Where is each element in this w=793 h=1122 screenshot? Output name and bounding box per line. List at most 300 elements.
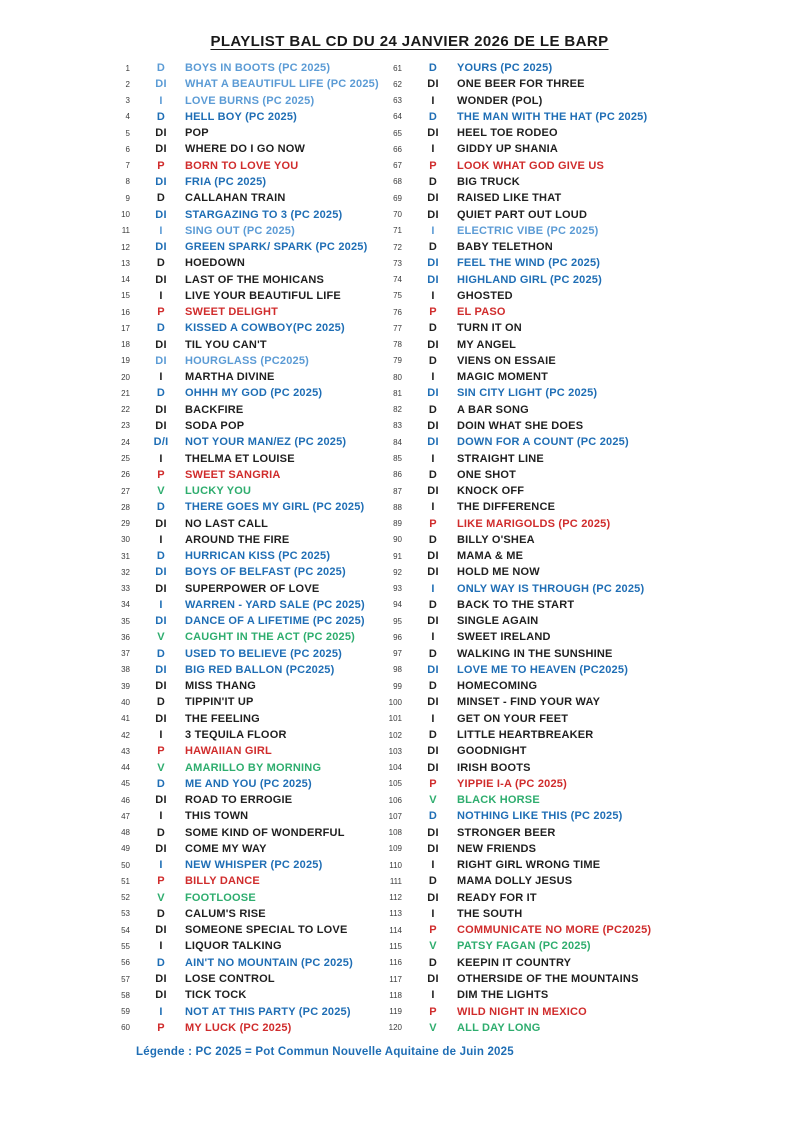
- song-title: NOT YOUR MAN/EZ (PC 2025): [185, 436, 347, 449]
- song-number: 92: [393, 567, 402, 577]
- dance-code: DI: [427, 78, 439, 91]
- song-title: BORN TO LOVE YOU: [185, 159, 299, 172]
- song-number: 78: [393, 340, 402, 350]
- dance-code: I: [431, 452, 435, 465]
- dance-code: I: [431, 371, 435, 384]
- song-number: 57: [121, 974, 130, 984]
- song-number: 106: [388, 795, 402, 805]
- list-item: [372, 467, 712, 483]
- song-title: DIM THE LIGHTS: [457, 989, 549, 1002]
- dance-code: DI: [155, 127, 167, 140]
- list-item: [372, 255, 712, 271]
- song-number: 7: [125, 161, 130, 171]
- list-item: [100, 564, 392, 580]
- list-item: [372, 987, 712, 1003]
- list-item: [372, 1020, 712, 1036]
- song-number: 19: [121, 356, 130, 366]
- song-number: 118: [389, 990, 402, 1000]
- song-title: HOEDOWN: [185, 257, 246, 270]
- list-item: [372, 369, 712, 385]
- song-number: 27: [121, 486, 130, 496]
- song-title: SINGLE AGAIN: [457, 615, 539, 628]
- list-item: [372, 304, 712, 320]
- dance-code: DI: [155, 419, 167, 432]
- dance-code: I: [431, 859, 435, 872]
- song-title: CALLAHAN TRAIN: [185, 192, 286, 205]
- dance-code: DI: [155, 663, 167, 676]
- song-title: FEEL THE WIND (PC 2025): [457, 257, 601, 270]
- dance-code: D: [428, 810, 438, 823]
- list-item: [100, 483, 392, 499]
- song-number: 81: [393, 388, 402, 398]
- dance-code: D: [428, 468, 438, 481]
- list-item: [372, 125, 712, 141]
- song-title: ALL DAY LONG: [457, 1021, 541, 1034]
- song-number: 24: [121, 437, 130, 447]
- song-title: THIS TOWN: [185, 810, 249, 823]
- song-title: NEW WHISPER (PC 2025): [185, 859, 323, 872]
- list-item: [100, 320, 392, 336]
- list-item: [372, 548, 712, 564]
- list-item: [100, 890, 392, 906]
- dance-code: DI: [427, 550, 439, 563]
- song-title: LUCKY YOU: [185, 485, 252, 498]
- list-item: [100, 125, 392, 141]
- dance-code: I: [431, 94, 435, 107]
- list-item: [372, 174, 712, 190]
- list-item: [100, 873, 392, 889]
- song-number: 11: [121, 226, 130, 236]
- song-number: 102: [388, 730, 402, 740]
- dance-code: D: [428, 647, 438, 660]
- list-item: [100, 418, 392, 434]
- dance-code: I: [159, 452, 163, 465]
- list-item: [372, 320, 712, 336]
- song-title: BOYS OF BELFAST (PC 2025): [185, 566, 346, 579]
- list-item: [100, 597, 392, 613]
- song-number: 6: [125, 144, 130, 154]
- song-title: SOMEONE SPECIAL TO LOVE: [185, 924, 348, 937]
- song-number: 113: [389, 909, 402, 919]
- song-title: WONDER (POL): [457, 94, 543, 107]
- song-number: 25: [121, 454, 130, 463]
- list-item: [100, 76, 392, 92]
- song-number: 17: [121, 323, 130, 333]
- list-item: [372, 890, 712, 906]
- song-title: LOVE ME TO HEAVEN (PC2025): [457, 663, 629, 676]
- dance-code: I: [159, 371, 163, 384]
- dance-code: I: [159, 289, 163, 302]
- list-item: [372, 402, 712, 418]
- song-title: HAWAIIAN GIRL: [185, 745, 272, 758]
- dance-code: D: [156, 110, 166, 123]
- song-number: 88: [393, 502, 402, 512]
- list-item: [100, 271, 392, 287]
- dance-code: DI: [427, 387, 439, 400]
- song-number: 10: [121, 210, 130, 220]
- dance-code: P: [157, 1021, 165, 1034]
- song-number: 83: [393, 421, 402, 431]
- song-title: MAGIC MOMENT: [457, 371, 549, 384]
- song-number: 12: [121, 242, 130, 252]
- song-title: KEEPIN IT COUNTRY: [457, 956, 572, 969]
- song-number: 77: [393, 323, 402, 333]
- dance-code: DI: [427, 696, 439, 709]
- song-number: 28: [121, 502, 130, 512]
- song-title: HOURGLASS (PC2025): [185, 354, 310, 367]
- song-title: CALUM'S RISE: [185, 907, 266, 920]
- list-item: [372, 792, 712, 808]
- list-item: [100, 385, 392, 401]
- song-number: 98: [393, 665, 402, 675]
- dance-code: I: [431, 582, 435, 595]
- song-title: STARGAZING TO 3 (PC 2025): [185, 208, 343, 221]
- song-title: NOTHING LIKE THIS (PC 2025): [457, 810, 623, 823]
- list-item: [372, 743, 712, 759]
- dance-code: DI: [155, 175, 167, 188]
- song-title: DANCE OF A LIFETIME (PC 2025): [185, 615, 365, 628]
- song-number: 89: [393, 519, 402, 529]
- song-number: 76: [393, 307, 402, 317]
- song-title: STRONGER BEER: [457, 826, 556, 839]
- song-number: 112: [389, 893, 402, 903]
- list-item: [372, 938, 712, 954]
- song-number: 33: [121, 584, 130, 594]
- list-item: [100, 190, 392, 206]
- list-item: [372, 239, 712, 255]
- list-item: [100, 743, 392, 759]
- dance-code: P: [429, 1005, 437, 1018]
- list-item: [100, 353, 392, 369]
- list-item: [372, 93, 712, 109]
- song-title: LOVE BURNS (PC 2025): [185, 94, 315, 107]
- dance-code: I: [159, 1005, 163, 1018]
- song-number: 51: [121, 876, 130, 886]
- list-item: [372, 418, 712, 434]
- list-item: [100, 288, 392, 304]
- dance-code: D: [428, 110, 438, 123]
- song-title: THE DIFFERENCE: [457, 501, 556, 514]
- song-number: 2: [125, 79, 130, 89]
- dance-code: D: [428, 403, 438, 416]
- song-title: HOLD ME NOW: [457, 566, 540, 579]
- dance-code: D: [428, 680, 438, 693]
- list-item: [372, 824, 712, 840]
- list-item: [100, 60, 392, 76]
- list-item: [100, 499, 392, 515]
- list-item: [372, 922, 712, 938]
- list-item: [372, 597, 712, 613]
- list-item: [372, 678, 712, 694]
- dance-code: DI: [427, 436, 439, 449]
- list-item: [100, 93, 392, 109]
- list-item: [372, 662, 712, 678]
- song-number: 116: [389, 958, 402, 968]
- song-title: BIG TRUCK: [457, 175, 520, 188]
- song-number: 18: [121, 340, 130, 350]
- list-item: [100, 955, 392, 971]
- song-title: EL PASO: [457, 306, 506, 319]
- song-title: HOMECOMING: [457, 680, 538, 693]
- dance-code: DI: [427, 273, 439, 286]
- song-number: 58: [121, 990, 130, 1000]
- song-title: WILD NIGHT IN MEXICO: [457, 1005, 587, 1018]
- list-item: [372, 499, 712, 515]
- song-number: 82: [393, 405, 402, 415]
- list-item: [372, 694, 712, 710]
- song-number: 108: [388, 828, 402, 838]
- song-number: 49: [121, 844, 130, 854]
- dance-code: D: [156, 550, 166, 563]
- dance-code: V: [429, 940, 437, 953]
- song-number: 107: [388, 811, 402, 821]
- dance-code: D: [156, 907, 166, 920]
- dance-code: D: [156, 322, 166, 335]
- song-number: 9: [125, 193, 130, 203]
- dance-code: D: [428, 175, 438, 188]
- song-title: GOODNIGHT: [457, 745, 527, 758]
- dance-code: DI: [427, 663, 439, 676]
- song-title: HELL BOY (PC 2025): [185, 110, 298, 123]
- song-title: HEEL TOE RODEO: [457, 127, 558, 140]
- song-title: LAST OF THE MOHICANS: [185, 273, 325, 286]
- song-number: 100: [388, 697, 402, 707]
- dance-code: P: [429, 306, 437, 319]
- song-number: 69: [393, 193, 402, 203]
- song-title: GREEN SPARK/ SPARK (PC 2025): [185, 241, 368, 254]
- song-title: GHOSTED: [457, 289, 513, 302]
- list-item: [100, 987, 392, 1003]
- song-number: 62: [393, 79, 402, 89]
- song-title: AIN'T NO MOUNTAIN (PC 2025): [185, 956, 353, 969]
- dance-code: DI: [155, 989, 167, 1002]
- song-number: 22: [121, 405, 130, 415]
- list-item: [100, 532, 392, 548]
- dance-code: DI: [427, 973, 439, 985]
- dance-code: DI: [427, 842, 439, 855]
- song-number: 99: [393, 681, 402, 691]
- song-number: 79: [393, 356, 402, 366]
- dance-code: D: [156, 777, 166, 790]
- dance-code: DI: [155, 582, 167, 595]
- dance-code: DI: [427, 192, 439, 205]
- list-item: [100, 515, 392, 531]
- list-item: [100, 792, 392, 808]
- song-number: 85: [393, 454, 402, 463]
- list-item: [372, 532, 712, 548]
- song-title: NEW FRIENDS: [457, 842, 537, 855]
- song-title: ELECTRIC VIBE (PC 2025): [457, 224, 599, 237]
- list-item: [372, 873, 712, 889]
- dance-code: DI: [427, 485, 439, 498]
- song-number: 101: [388, 714, 402, 724]
- list-item: [372, 727, 712, 743]
- song-number: 55: [121, 941, 130, 951]
- dance-code: I: [159, 598, 163, 611]
- song-title: OHHH MY GOD (PC 2025): [185, 387, 323, 400]
- dance-code: DI: [155, 241, 167, 254]
- song-number: 65: [393, 128, 402, 138]
- song-title: BOYS IN BOOTS (PC 2025): [185, 62, 331, 75]
- list-item: [100, 450, 392, 466]
- song-title: BILLY O'SHEA: [457, 533, 535, 546]
- song-title: CAUGHT IN THE ACT (PC 2025): [185, 631, 356, 644]
- song-number: 84: [393, 437, 402, 447]
- list-item: [372, 776, 712, 792]
- song-title: FOOTLOOSE: [185, 891, 256, 904]
- list-item: [372, 141, 712, 157]
- list-item: [372, 385, 712, 401]
- song-title: STRAIGHT LINE: [457, 452, 544, 465]
- dance-code: DI: [155, 338, 167, 351]
- song-number: 37: [121, 649, 130, 659]
- song-number: 46: [121, 795, 130, 805]
- list-item: [100, 434, 392, 450]
- song-number: 110: [389, 860, 402, 870]
- song-title: COMMUNICATE NO MORE (PC2025): [457, 924, 652, 937]
- list-item: [100, 206, 392, 222]
- song-title: HIGHLAND GIRL (PC 2025): [457, 273, 602, 286]
- song-title: ONE SHOT: [457, 468, 517, 481]
- song-number: 114: [389, 925, 402, 935]
- dance-code: P: [429, 517, 437, 530]
- song-title: LIKE MARIGOLDS (PC 2025): [457, 517, 611, 530]
- song-number: 117: [389, 974, 402, 984]
- song-title: ONE BEER FOR THREE: [457, 78, 585, 91]
- dance-code: I: [431, 712, 435, 725]
- song-number: 91: [393, 551, 402, 561]
- list-item: [372, 759, 712, 775]
- song-number: 61: [393, 63, 402, 73]
- song-title: A BAR SONG: [457, 403, 529, 416]
- list-item: [100, 158, 392, 174]
- song-number: 75: [393, 291, 402, 301]
- song-number: 111: [389, 876, 402, 886]
- song-title: THE FEELING: [185, 712, 260, 725]
- song-title: THELMA ET LOUISE: [185, 452, 295, 465]
- song-number: 36: [121, 632, 130, 642]
- dance-code: DI: [155, 78, 167, 91]
- list-item: [372, 581, 712, 597]
- song-title: GIDDY UP SHANIA: [457, 143, 559, 156]
- song-number: 86: [393, 470, 402, 480]
- dance-code: P: [157, 468, 165, 481]
- list-item: [100, 304, 392, 320]
- song-number: 13: [121, 258, 130, 268]
- list-item: [100, 109, 392, 125]
- list-item: [372, 158, 712, 174]
- dance-code: DI: [427, 615, 439, 628]
- song-number: 15: [121, 291, 130, 301]
- song-number: 48: [121, 828, 130, 838]
- dance-code: I: [159, 940, 163, 953]
- list-item: [372, 515, 712, 531]
- song-title: WALKING IN THE SUNSHINE: [457, 647, 613, 660]
- dance-code: I: [431, 501, 435, 514]
- list-item: [372, 483, 712, 499]
- song-number: 14: [121, 275, 130, 285]
- song-title: SODA POP: [185, 419, 245, 432]
- dance-code: V: [429, 1021, 437, 1034]
- list-item: [372, 206, 712, 222]
- song-number: 40: [121, 697, 130, 707]
- dance-code: DI: [155, 973, 167, 985]
- dance-code: I: [431, 143, 435, 156]
- list-item: [100, 711, 392, 727]
- song-number: 42: [121, 730, 130, 740]
- list-item: [100, 548, 392, 564]
- dance-code: DI: [427, 761, 439, 774]
- list-item: [372, 613, 712, 629]
- legend-text: Légende : PC 2025 = Pot Commun Nouvelle Aquitaine de Juin 2025: [136, 1046, 514, 1058]
- dance-code: I: [431, 224, 435, 237]
- dance-code: D: [428, 62, 438, 75]
- dance-code: DI: [155, 208, 167, 221]
- playlist-column-right: [372, 60, 712, 1036]
- song-title: BACK TO THE START: [457, 598, 575, 611]
- song-number: 35: [121, 616, 130, 626]
- song-number: 90: [393, 535, 402, 545]
- list-item: [100, 759, 392, 775]
- list-item: [372, 450, 712, 466]
- song-number: 29: [121, 519, 130, 529]
- list-item: [100, 824, 392, 840]
- song-number: 64: [393, 112, 402, 122]
- list-item: [372, 906, 712, 922]
- song-number: 41: [121, 714, 130, 724]
- dance-code: D: [156, 257, 166, 270]
- song-title: PATSY FAGAN (PC 2025): [457, 940, 591, 953]
- dance-code: V: [157, 891, 165, 904]
- list-item: [372, 808, 712, 824]
- song-number: 20: [121, 372, 130, 382]
- list-item: [100, 337, 392, 353]
- list-item: [100, 369, 392, 385]
- song-title: 3 TEQUILA FLOOR: [185, 729, 287, 742]
- dance-code: DI: [155, 517, 167, 530]
- song-title: HURRICAN KISS (PC 2025): [185, 550, 331, 563]
- song-title: SWEET IRELAND: [457, 631, 551, 644]
- song-title: BILLY DANCE: [185, 875, 260, 888]
- song-title: SOME KIND OF WONDERFUL: [185, 826, 345, 839]
- song-title: WARREN - YARD SALE (PC 2025): [185, 598, 365, 611]
- song-title: AROUND THE FIRE: [185, 533, 290, 546]
- dance-code: DI: [427, 338, 439, 351]
- song-number: 68: [393, 177, 402, 187]
- song-title: LOSE CONTROL: [185, 973, 275, 985]
- song-number: 80: [393, 372, 402, 382]
- dance-code: DI: [427, 208, 439, 221]
- list-item: [100, 402, 392, 418]
- dance-code: I: [159, 533, 163, 546]
- playlist-column-left: [100, 60, 392, 1036]
- dance-code: V: [157, 761, 165, 774]
- dance-code: V: [157, 485, 165, 498]
- dance-code: P: [429, 159, 437, 172]
- song-title: YIPPIE I-A (PC 2025): [457, 777, 567, 790]
- dance-code: DI: [155, 615, 167, 628]
- song-number: 44: [121, 763, 130, 773]
- list-item: [372, 109, 712, 125]
- dance-code: I: [431, 907, 435, 920]
- dance-code: DI: [155, 273, 167, 286]
- song-title: TIL YOU CAN'T: [185, 338, 267, 351]
- list-item: [100, 808, 392, 824]
- song-title: MAMA DOLLY JESUS: [457, 875, 573, 888]
- dance-code: DI: [155, 566, 167, 579]
- song-number: 120: [388, 1023, 402, 1033]
- song-number: 71: [393, 226, 402, 236]
